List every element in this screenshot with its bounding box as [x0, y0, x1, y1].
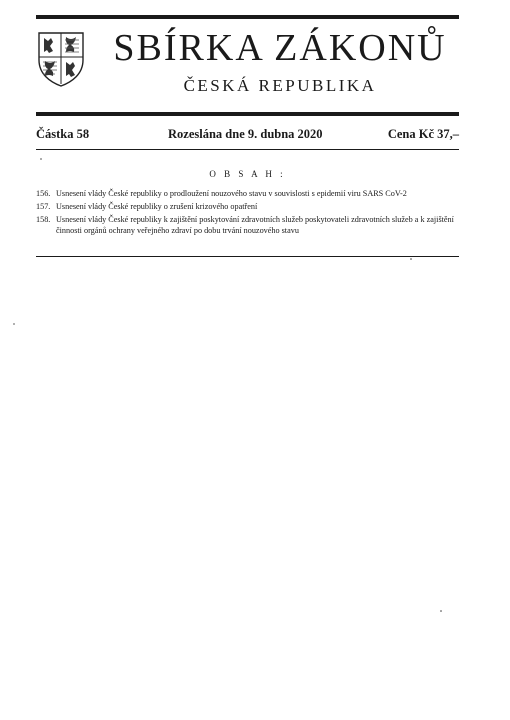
header-bottom-rule: [36, 112, 459, 116]
scan-speck: [440, 610, 442, 612]
page-subtitle: ČESKÁ REPUBLIKA: [183, 76, 377, 95]
item-number: 157.: [36, 202, 51, 211]
scan-speck: [40, 158, 42, 160]
contents-rule: [36, 256, 459, 257]
page-title: SBÍRKA ZÁKONŮ: [113, 27, 447, 69]
meta-rule: [36, 149, 459, 150]
item-text: Usnesení vlády České republiky o zrušení krizového opatření: [56, 202, 258, 211]
issue-date: Rozeslána dne 9. dubna 2020: [168, 127, 323, 141]
contents-heading: O B S A H :: [209, 169, 286, 179]
item-text: Usnesení vlády České republiky o prodloužení nouzového stavu v souvislosti s epidemií viru SARS CoV-2: [56, 189, 407, 198]
item-text: Usnesení vlády České republiky k zajištění poskytování zdravotních služeb poskytovateli zdravotních služeb a k zajištění činnosti orgánů ochrany veřejného zdraví po dobu trvání nouzového stavu: [56, 215, 454, 235]
scan-speck: [410, 258, 412, 260]
contents-list: [36, 189, 459, 239]
czech-coat-of-arms-icon: [36, 30, 86, 88]
scan-speck: [13, 323, 15, 325]
item-number: 156.: [36, 189, 51, 198]
price: Cena Kč 37,–: [387, 127, 459, 141]
cut-off-header-text: [36, 0, 156, 4]
item-number: 158.: [36, 215, 51, 224]
list-item: [36, 189, 459, 200]
list-item: [36, 215, 459, 236]
top-rule: [36, 15, 459, 19]
part-number: Částka 58: [36, 127, 90, 141]
list-item: [36, 202, 459, 213]
